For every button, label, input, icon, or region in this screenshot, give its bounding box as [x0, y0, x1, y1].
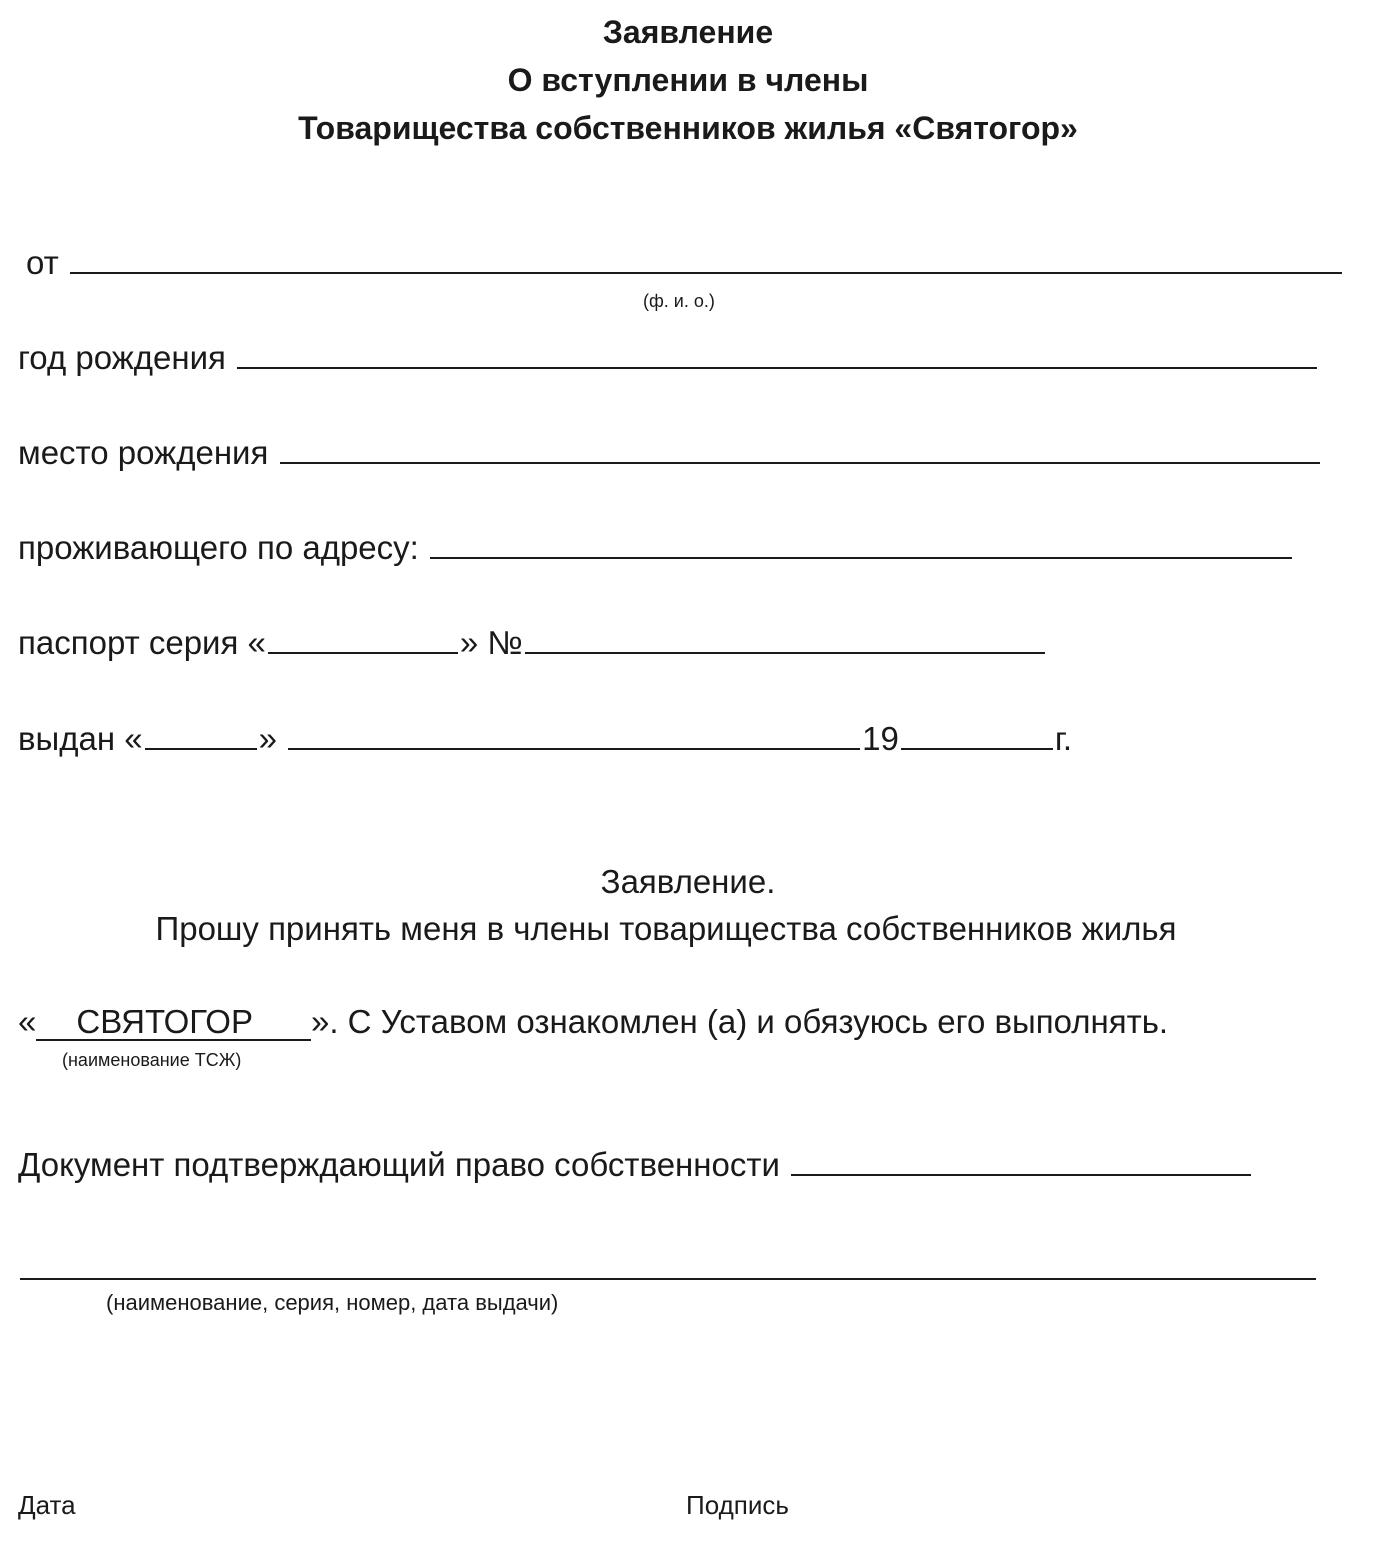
- from-label: от: [26, 244, 59, 281]
- statement-row: [18, 1003, 1168, 1041]
- fio-field[interactable]: [70, 245, 1342, 274]
- issued-month-field[interactable]: [288, 721, 860, 750]
- birth-place-label: место рождения: [18, 434, 269, 471]
- hoa-name-field[interactable]: СВЯТОГОР: [36, 1005, 311, 1041]
- from-row: [26, 244, 1344, 282]
- ownership-details-field[interactable]: [20, 1278, 1316, 1280]
- issued-year-suffix: г.: [1054, 720, 1073, 757]
- passport-row: [18, 624, 1047, 662]
- birth-year-row: [18, 339, 1319, 377]
- issued-year-prefix: 19: [862, 720, 899, 757]
- birth-place-field[interactable]: [280, 435, 1320, 464]
- signature-label: Подпись: [686, 1490, 789, 1520]
- document-subtitle: О вступлении в члены: [507, 62, 869, 98]
- passport-number-field[interactable]: [525, 625, 1045, 654]
- hoa-name-hint: (наименование ТСЖ): [62, 1050, 242, 1070]
- issued-mid: »: [258, 720, 277, 757]
- statement-rest: ». С Уставом ознакомлен (а) и обязуюсь его выполнять.: [310, 1003, 1169, 1040]
- passport-series-field[interactable]: [268, 625, 458, 654]
- ownership-hint: (наименование, серия, номер, дата выдачи): [106, 1290, 559, 1315]
- ownership-field[interactable]: [791, 1147, 1251, 1176]
- document-title: Заявление: [602, 14, 774, 50]
- passport-number-label: » №: [459, 624, 523, 661]
- address-label: проживающего по адресу:: [18, 529, 419, 566]
- quote-open: «: [18, 1003, 37, 1040]
- date-label: Дата: [18, 1490, 76, 1520]
- statement-request: Прошу принять меня в члены товарищества собственников жилья: [155, 910, 1177, 947]
- document-organization: Товарищества собственников жилья «Святогор»: [298, 110, 1078, 146]
- address-field[interactable]: [430, 530, 1292, 559]
- ownership-row: [18, 1146, 1253, 1184]
- birth-year-field[interactable]: [237, 340, 1317, 369]
- statement-heading: Заявление.: [600, 863, 776, 900]
- passport-series-label: паспорт серия «: [18, 624, 266, 661]
- issued-row: [18, 720, 1072, 758]
- issued-day-field[interactable]: [145, 721, 257, 750]
- birth-place-row: [18, 434, 1322, 472]
- address-row: [18, 529, 1294, 567]
- birth-year-label: год рождения: [18, 339, 226, 376]
- issued-year-field[interactable]: [901, 721, 1053, 750]
- issued-label: выдан «: [18, 720, 143, 757]
- ownership-label: Документ подтверждающий право собственности: [18, 1146, 780, 1183]
- fio-hint: (ф. и. о.): [643, 291, 715, 311]
